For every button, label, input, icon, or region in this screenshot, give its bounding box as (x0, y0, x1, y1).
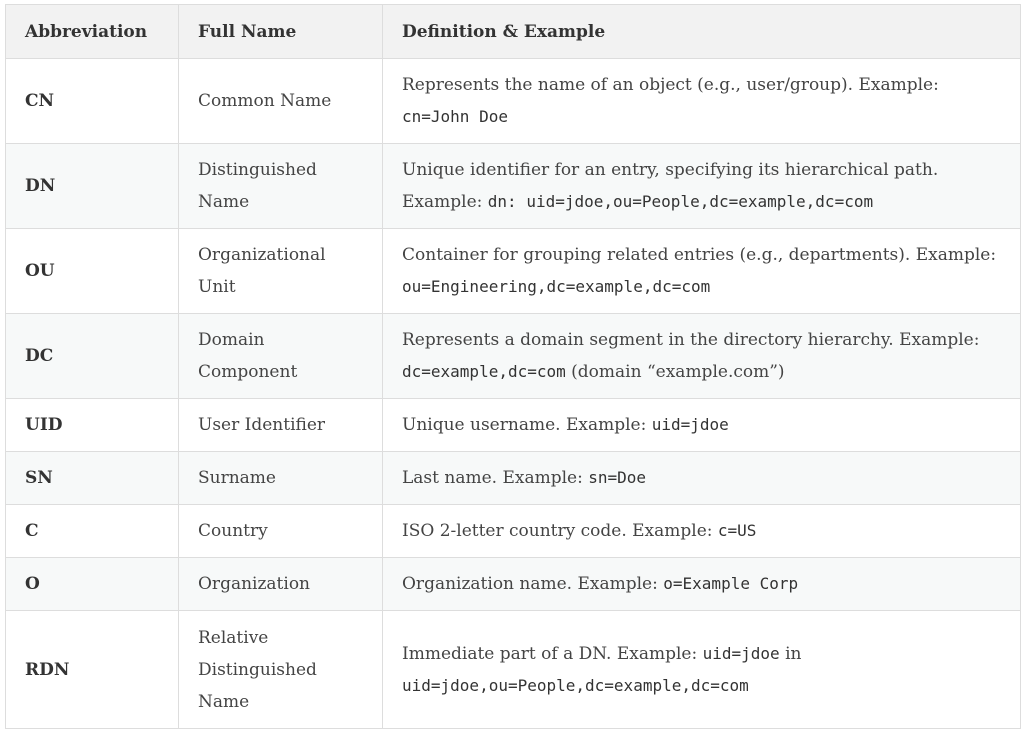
example-code: ou=Engineering,dc=example,dc=com (402, 277, 711, 296)
full-name-cell: Domain Component (179, 314, 383, 399)
definition-cell (383, 399, 1021, 452)
header-full-name: Full Name (179, 5, 383, 59)
definition-text: Last name. Example: (402, 468, 583, 488)
full-name-cell: Relative Distinguished Name (179, 611, 383, 729)
abbreviation-cell: UID (6, 399, 179, 452)
abbreviation-cell: CN (6, 59, 179, 144)
abbreviation-cell: O (6, 558, 179, 611)
definition-text: Unique identifier for an entry, specifying its hierarchical path. Example: (402, 160, 939, 212)
example-code: uid=jdoe (651, 415, 729, 434)
definition-mid: in (785, 643, 802, 664)
definition-cell (383, 611, 1021, 729)
table-row (6, 314, 1021, 399)
table-row (6, 505, 1021, 558)
definition-cell (383, 452, 1021, 505)
definition-text: Unique username. Example: (402, 415, 647, 435)
definition-cell (383, 144, 1021, 229)
table-row (6, 144, 1021, 229)
definition-cell (383, 314, 1021, 399)
full-name-cell: Organizational Unit (179, 229, 383, 314)
full-name-cell: Surname (179, 452, 383, 505)
table-row (6, 452, 1021, 505)
header-abbreviation: Abbreviation (6, 5, 179, 59)
full-name-cell: User Identifier (179, 399, 383, 452)
example-code: c=US (717, 521, 757, 540)
definition-cell (383, 59, 1021, 144)
definition-tail: (domain “example.com”) (571, 362, 785, 382)
ldap-abbreviations-table (5, 4, 1021, 729)
example-code: uid=jdoe (702, 643, 780, 663)
table-row (6, 399, 1021, 452)
example-code: dn: uid=jdoe,ou=People,dc=example,dc=com (487, 192, 874, 211)
table-row (6, 558, 1021, 611)
header-definition: Definition & Example (383, 5, 1021, 59)
example-code: dc=example,dc=com (402, 362, 566, 381)
full-name-cell: Country (179, 505, 383, 558)
definition-text: Immediate part of a DN. Example: (402, 643, 698, 664)
abbreviation-cell: OU (6, 229, 179, 314)
definition-text: Represents a domain segment in the directory hierarchy. Example: (402, 330, 980, 350)
definition-cell (383, 229, 1021, 314)
table-header-row (6, 5, 1021, 59)
definition-cell (383, 558, 1021, 611)
definition-cell (383, 505, 1021, 558)
full-name-cell: Organization (179, 558, 383, 611)
abbreviation-cell: RDN (6, 611, 179, 729)
full-name-cell: Common Name (179, 59, 383, 144)
example-code: o=Example Corp (663, 574, 799, 593)
abbreviation-cell: SN (6, 452, 179, 505)
abbreviation-cell: C (6, 505, 179, 558)
definition-text: Represents the name of an object (e.g., user/group). Example: (402, 75, 939, 95)
definition-text: Organization name. Example: (402, 574, 658, 594)
table-row (6, 611, 1021, 729)
definition-text: Container for grouping related entries (e.g., departments). Example: (402, 245, 997, 265)
example-code: sn=Doe (588, 468, 647, 487)
abbreviation-cell: DC (6, 314, 179, 399)
example-code-full: uid=jdoe,ou=People,dc=example,dc=com (402, 675, 749, 695)
abbreviation-cell: DN (6, 144, 179, 229)
table-row (6, 229, 1021, 314)
definition-text: ISO 2-letter country code. Example: (402, 521, 713, 541)
full-name-cell: Distinguished Name (179, 144, 383, 229)
table-row (6, 59, 1021, 144)
example-code: cn=John Doe (402, 107, 508, 126)
